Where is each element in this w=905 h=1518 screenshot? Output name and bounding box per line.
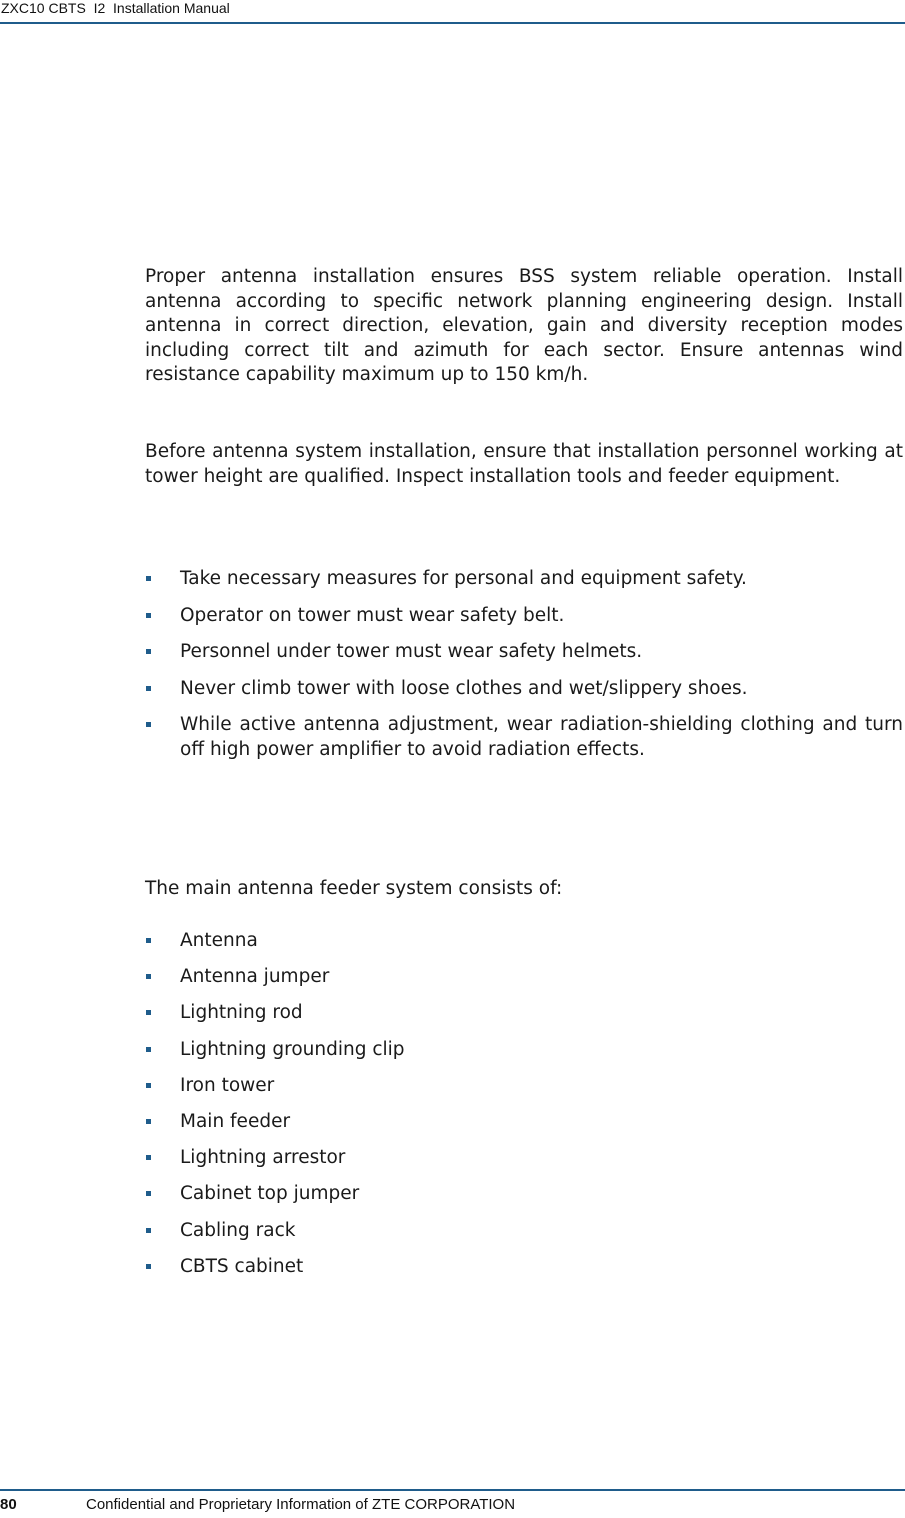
- list-item-text: Lightning grounding clip: [180, 1038, 405, 1060]
- list-item-text: CBTS cabinet: [180, 1255, 304, 1277]
- list-item: [145, 1110, 903, 1135]
- bullet-icon: [146, 686, 151, 691]
- bullet-icon: [146, 1191, 151, 1196]
- list-item: [145, 677, 903, 702]
- list-item-text: Lightning arrestor: [180, 1147, 346, 1169]
- list-item-text: While active antenna adjustment, wear radiation-shielding clothing and turn off high power amplifier to avoid radiation effects.: [180, 714, 903, 760]
- list-item-text: Take necessary measures for personal and equipment safety.: [180, 568, 747, 589]
- list-item: [145, 929, 903, 954]
- list-item: [145, 1001, 903, 1026]
- list-item-text: Antenna jumper: [180, 966, 330, 988]
- list-item: [145, 604, 903, 629]
- bullet-icon: [146, 1047, 151, 1052]
- personnel-paragraph: Before antenna system installation, ensure that installation personnel working at tower height are qualified. Inspect installation tools and feeder equipment.: [145, 441, 903, 487]
- list-item-text: Never climb tower with loose clothes and wet/slippery shoes.: [180, 677, 748, 699]
- list-item: [145, 965, 903, 990]
- list-item-text: Cabling rack: [180, 1219, 296, 1241]
- page-footer: [0, 1489, 905, 1518]
- list-item-text: Operator on tower must wear safety belt.: [180, 604, 565, 626]
- safety-list: [145, 567, 903, 774]
- intro-paragraph: Proper antenna installation ensures BSS system reliable operation. Install antenna according to specific network planning engineering design. Install antenna in correct direction, elevation, gain and diversity reception modes including correct tilt and azimuth for each sector. Ensure antennas wind resistance capability maximum up to 150 km/h.: [145, 266, 903, 385]
- components-list: [145, 929, 903, 1291]
- bullet-icon: [146, 1155, 151, 1160]
- bullet-icon: [146, 1119, 151, 1124]
- bullet-icon: [146, 576, 151, 581]
- list-item-text: Personnel under tower must wear safety helmets.: [180, 641, 643, 662]
- bullet-icon: [146, 1010, 151, 1015]
- bullet-icon: [146, 974, 151, 979]
- list-item: [145, 1074, 903, 1099]
- list-item-text: Cabinet top jumper: [180, 1183, 360, 1205]
- list-item-text: Iron tower: [180, 1074, 275, 1096]
- page-number: 80: [0, 1496, 17, 1513]
- bullet-icon: [146, 1083, 151, 1088]
- bullet-icon: [146, 613, 151, 618]
- bullet-icon: [146, 649, 151, 654]
- list-item: [145, 1219, 903, 1244]
- list-item: [145, 1038, 903, 1063]
- bullet-icon: [146, 938, 151, 943]
- page-header: [0, 0, 905, 24]
- list-item: [145, 640, 903, 665]
- components-intro: The main antenna feeder system consists of:: [145, 878, 563, 899]
- list-item-text: Main feeder: [180, 1110, 291, 1132]
- footer-confidential-text: Confidential and Proprietary Information of ZTE CORPORATION: [86, 1496, 516, 1513]
- bullet-icon: [146, 722, 151, 727]
- bullet-icon: [146, 1264, 151, 1269]
- list-item: [145, 567, 903, 592]
- list-item-text: Antenna: [180, 930, 258, 951]
- header-title: ZXC10 CBTS I2 Installation Manual: [1, 0, 230, 16]
- bullet-icon: [146, 1228, 151, 1233]
- list-item: [145, 1255, 903, 1280]
- list-item-text: Lightning rod: [180, 1002, 303, 1024]
- list-item: [145, 1182, 903, 1207]
- list-item: [145, 713, 903, 762]
- list-item: [145, 1146, 903, 1171]
